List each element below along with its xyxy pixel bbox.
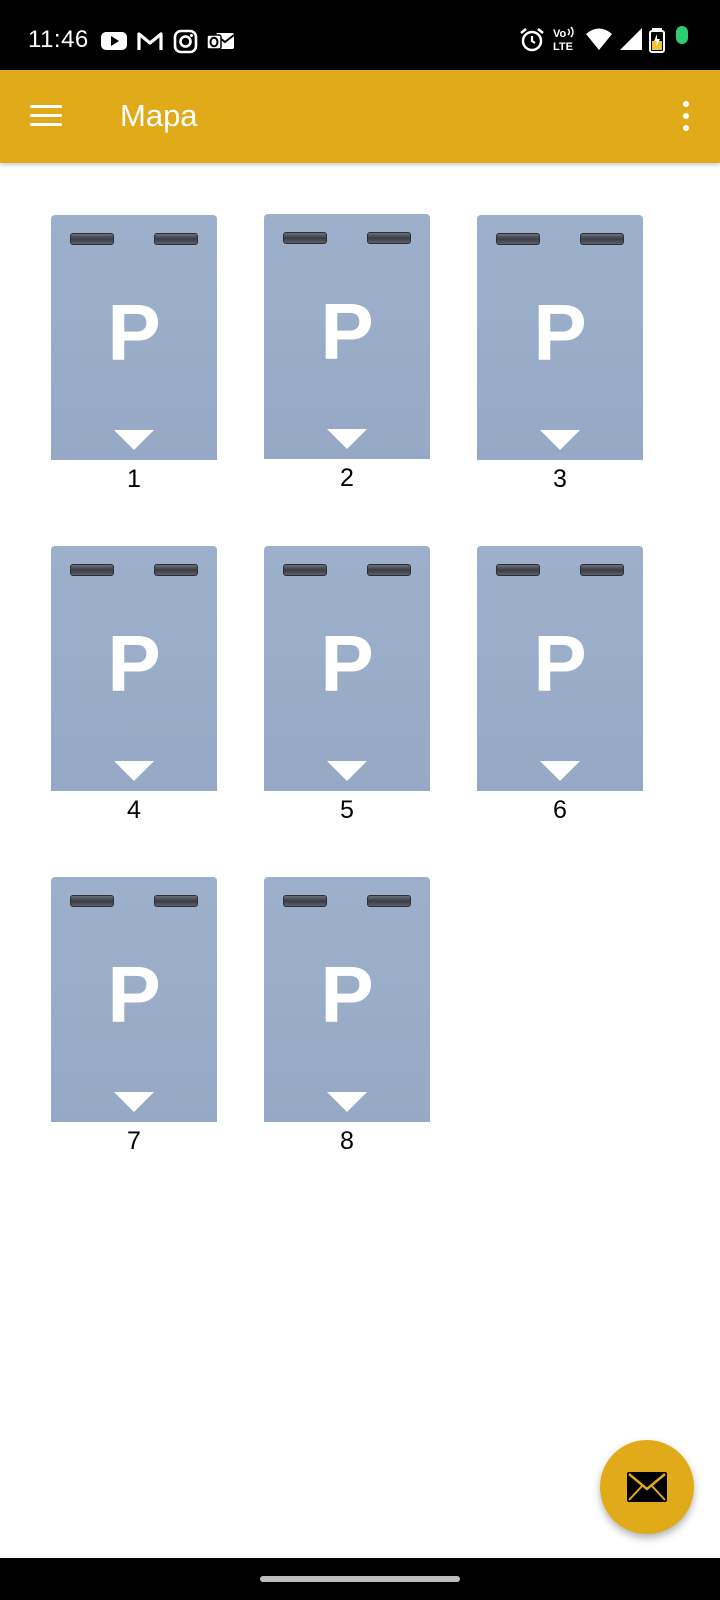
spot-letter: P [533, 619, 587, 708]
arrow-down-icon [327, 1092, 367, 1112]
overflow-menu-button[interactable] [676, 98, 696, 134]
spot-letter: P [107, 288, 161, 377]
parking-spot-5[interactable] [264, 546, 430, 826]
spot-number: 5 [340, 796, 354, 824]
parking-icon [264, 877, 430, 1122]
parking-spot-4[interactable] [51, 546, 217, 826]
spot-number: 7 [127, 1127, 141, 1155]
spot-number: 1 [127, 465, 141, 493]
system-navigation-bar [0, 1558, 720, 1600]
spot-letter: P [107, 950, 161, 1039]
parking-icon [51, 877, 217, 1122]
parking-icon [51, 546, 217, 791]
parking-icon [264, 546, 430, 791]
parking-spot-1[interactable] [51, 215, 217, 495]
system-icons [518, 24, 698, 56]
gmail-icon [136, 26, 164, 56]
parking-spot-2[interactable] [264, 214, 430, 494]
privacy-indicator-icon [674, 24, 690, 56]
parking-spot-8[interactable] [264, 877, 430, 1157]
wifi-icon [584, 24, 614, 56]
status-bar [0, 0, 720, 70]
parking-spot-6[interactable] [477, 546, 643, 826]
spot-number: 4 [127, 796, 141, 824]
more-vert-icon [683, 101, 689, 107]
spot-number: 2 [340, 464, 354, 492]
status-time: 11:46 [28, 26, 89, 53]
parking-spot-7[interactable] [51, 877, 217, 1157]
arrow-down-icon [540, 430, 580, 450]
page-title: Mapa [120, 98, 198, 133]
spot-letter: P [320, 950, 374, 1039]
spot-number: 8 [340, 1127, 354, 1155]
hamburger-icon [30, 105, 62, 108]
arrow-down-icon [114, 430, 154, 450]
instagram-icon [172, 26, 200, 56]
youtube-icon [100, 26, 128, 56]
signal-icon [618, 24, 644, 56]
arrow-down-icon [327, 429, 367, 449]
alarm-icon [518, 24, 546, 56]
mail-icon [626, 1471, 668, 1503]
parking-icon [264, 214, 430, 459]
parking-spot-3[interactable] [477, 215, 643, 495]
menu-button[interactable] [22, 94, 72, 140]
spot-number: 6 [553, 796, 567, 824]
volte-icon [552, 24, 578, 56]
spot-letter: P [320, 287, 374, 376]
arrow-down-icon [114, 761, 154, 781]
parking-icon [477, 215, 643, 460]
spot-letter: P [107, 619, 161, 708]
app-bar [0, 70, 720, 163]
battery-icon [648, 24, 666, 56]
arrow-down-icon [540, 761, 580, 781]
spot-number: 3 [553, 465, 567, 493]
spot-letter: P [320, 619, 374, 708]
volte-text-bottom: LTE [553, 41, 573, 53]
home-gesture-handle[interactable] [260, 1576, 460, 1582]
outlook-icon [206, 26, 236, 56]
arrow-down-icon [114, 1092, 154, 1112]
parking-icon [51, 215, 217, 460]
spot-letter: P [533, 288, 587, 377]
send-message-fab[interactable] [600, 1440, 694, 1534]
parking-icon [477, 546, 643, 791]
volte-text-top: Vo [553, 28, 567, 40]
arrow-down-icon [327, 761, 367, 781]
